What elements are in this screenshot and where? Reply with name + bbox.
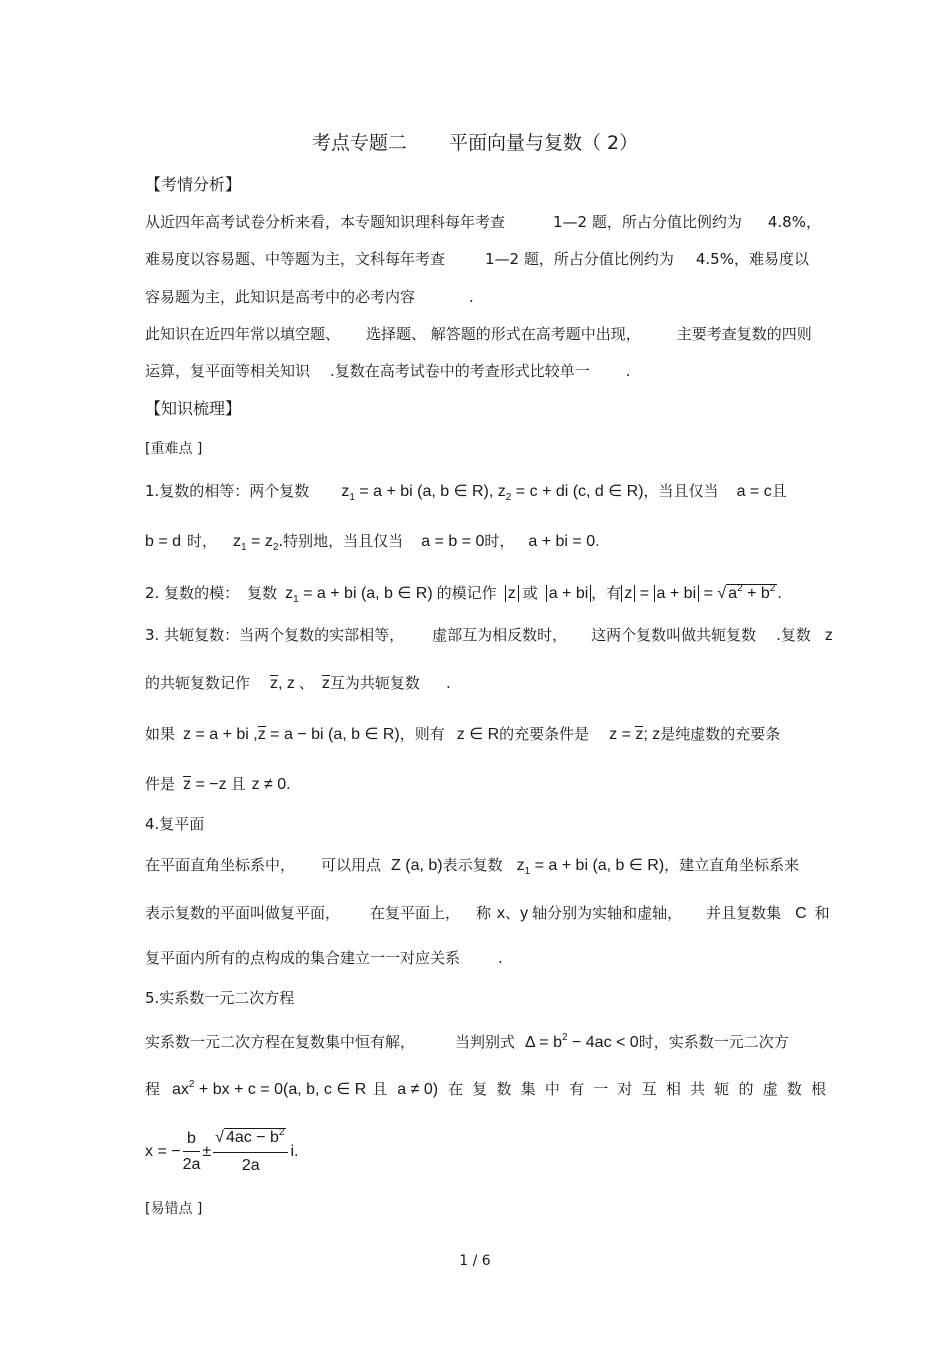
formula: a ≠ 0) bbox=[397, 1081, 439, 1098]
text: 运算，复平面等相关知识 bbox=[145, 362, 311, 380]
text: 件是 bbox=[145, 775, 176, 793]
z-bar: z bbox=[183, 776, 192, 793]
var: Δ = b bbox=[525, 1034, 562, 1051]
text: 这两个复数叫做共轭复数 bbox=[591, 626, 757, 644]
formula: a = b = 0 bbox=[421, 533, 485, 550]
subscript: 2 bbox=[505, 492, 512, 503]
text: . bbox=[625, 362, 631, 380]
text: 容易题为主，此知识是高考中的必考内容 bbox=[145, 288, 416, 306]
formula: = −z bbox=[191, 776, 227, 793]
error-points-label: [易错点 ] bbox=[145, 1201, 203, 1217]
var: = a + bi (a, b ∈ R), z bbox=[354, 483, 506, 500]
quadratic-roots-formula bbox=[145, 1128, 298, 1176]
z-bar: z bbox=[257, 726, 266, 743]
formula bbox=[172, 1081, 366, 1098]
text: .复数 bbox=[776, 626, 811, 644]
z-bar: z bbox=[321, 675, 330, 692]
formula: a = c bbox=[736, 483, 772, 500]
analysis-paragraph2-line1 bbox=[145, 325, 812, 343]
text: 时， bbox=[187, 532, 218, 550]
superscript: 2 bbox=[737, 583, 743, 594]
text: 互为共轭复数 bbox=[329, 674, 420, 692]
denominator: 2a bbox=[182, 1156, 201, 1173]
var: z bbox=[341, 483, 350, 500]
formula bbox=[285, 585, 433, 605]
abs-z: z bbox=[505, 585, 519, 602]
analysis-paragraph1-line1 bbox=[145, 213, 821, 231]
text: 在复平面上， bbox=[370, 904, 461, 922]
text: 是纯虚数的充要条 bbox=[660, 725, 781, 743]
text: 在复数集中有一对互相共轭的虚数根 bbox=[448, 1080, 836, 1098]
text: 并且复数集 bbox=[706, 904, 782, 922]
formula: z ∈ R bbox=[456, 726, 500, 743]
formula: C bbox=[795, 905, 807, 922]
formula: Z (a, b) bbox=[391, 857, 443, 874]
title-subject: 平面向量与复数（ 2） bbox=[448, 132, 639, 154]
text: ，有 bbox=[591, 584, 622, 602]
formula bbox=[341, 483, 644, 503]
text: 且 bbox=[372, 1080, 388, 1098]
var: z bbox=[233, 533, 242, 550]
page-title bbox=[0, 128, 950, 155]
formula: x = − bbox=[145, 1143, 181, 1160]
formula bbox=[516, 857, 665, 877]
complex-plane-heading: 4.复平面 bbox=[145, 815, 205, 833]
analysis-paragraph1-line3 bbox=[145, 288, 474, 306]
subscript: 1 bbox=[349, 492, 355, 503]
abs-a-bi: a + bi bbox=[654, 585, 700, 602]
text: . bbox=[445, 674, 451, 692]
text: 当判别式 bbox=[455, 1033, 516, 1051]
formula: z = a + bi , bbox=[183, 726, 258, 743]
text: 时， bbox=[484, 532, 515, 550]
complex-plane-line1 bbox=[145, 856, 799, 877]
sqrt-sign: = √ bbox=[699, 585, 727, 602]
text: 表示复数 bbox=[442, 856, 503, 874]
superscript: 2 bbox=[769, 583, 776, 594]
text: 2. 复数的模： bbox=[145, 584, 240, 602]
var: 4ac − b bbox=[225, 1129, 279, 1146]
text: 复平面内所有的点构成的集合建立一一对应关系 bbox=[145, 949, 461, 967]
modulus-line bbox=[145, 584, 782, 605]
quadratic-line2 bbox=[145, 1080, 835, 1101]
sqrt-body bbox=[726, 584, 777, 602]
equality-line2 bbox=[145, 532, 600, 553]
text: 从近四年高考试卷分析来看，本专题知识理科每年考查 bbox=[145, 213, 506, 231]
text: 复数 bbox=[247, 584, 278, 602]
text: 且 bbox=[230, 775, 246, 793]
subscript: 1 bbox=[524, 866, 531, 877]
equals: = bbox=[635, 585, 654, 602]
text: 、 bbox=[298, 674, 314, 692]
complex-plane-line2 bbox=[145, 904, 830, 923]
text: 在平面直角坐标系中， bbox=[145, 856, 296, 874]
formula: ; z bbox=[643, 726, 661, 743]
text: 和 bbox=[814, 904, 830, 922]
denominator: 2a bbox=[241, 1157, 260, 1174]
text: 且 bbox=[771, 482, 787, 500]
quadratic-line1 bbox=[145, 1033, 789, 1054]
formula: z bbox=[824, 627, 833, 644]
conjugate-line2 bbox=[145, 674, 451, 693]
subscript: 2 bbox=[272, 542, 279, 553]
text: 1—2 题，所占分值比例约为 bbox=[485, 250, 674, 268]
var: z bbox=[516, 857, 525, 874]
text: 主要考查复数的四则 bbox=[676, 325, 812, 343]
text: . bbox=[469, 288, 474, 306]
superscript: 2 bbox=[561, 1032, 568, 1043]
text: 1—2 题，所占分值比例约为 bbox=[553, 213, 742, 231]
text: .复数在高考试卷中的考查形式比较单一 bbox=[330, 362, 590, 380]
text: 1.复数的相等：两个复数 bbox=[145, 482, 310, 500]
subscript: 1 bbox=[293, 594, 299, 605]
text: 如果 bbox=[145, 725, 176, 743]
z-bar: z bbox=[270, 675, 279, 692]
text: 实系数一元二次方程在复数集中恒有解， bbox=[145, 1033, 416, 1051]
abs-a-bi: a + bi bbox=[546, 585, 592, 602]
superscript: 2 bbox=[188, 1079, 195, 1090]
text: 的共轭复数记作 bbox=[145, 674, 251, 692]
fraction-b-over-2a bbox=[183, 1129, 201, 1175]
text: 3. 共轭复数：当两个复数的实部相等， bbox=[145, 626, 405, 644]
var: − 4ac < 0 bbox=[567, 1034, 639, 1051]
formula: z ≠ 0. bbox=[251, 776, 291, 793]
text: 的充要条件是 bbox=[499, 725, 590, 743]
text: 时，实系数一元二次方 bbox=[638, 1033, 789, 1051]
conjugate-line3 bbox=[145, 725, 780, 744]
var: = a + bi (a, b ∈ R) bbox=[298, 585, 433, 602]
text: 选择题、 解答题的形式在高考题中出现， bbox=[366, 325, 641, 343]
text: 虚部互为相反数时， bbox=[432, 626, 568, 644]
text: ，则有 bbox=[399, 725, 445, 743]
formula: = a − bi (a, b ∈ R) bbox=[265, 726, 400, 743]
numerator bbox=[213, 1128, 288, 1153]
subscript: 1 bbox=[241, 542, 247, 553]
period: . bbox=[777, 585, 782, 602]
formula bbox=[233, 533, 279, 553]
var: = a + bi (a, b ∈ R) bbox=[530, 857, 665, 874]
title-topic: 考点专题二 bbox=[311, 132, 407, 154]
superscript: 2 bbox=[278, 1127, 285, 1138]
analysis-paragraph2-line2 bbox=[145, 362, 631, 380]
text: 表示复数的平面叫做复平面， bbox=[145, 904, 341, 922]
conjugate-line1 bbox=[145, 626, 833, 645]
text: 4.5%，难易度以 bbox=[695, 250, 809, 268]
sqrt-body bbox=[224, 1128, 287, 1146]
plus-minus: ± bbox=[202, 1143, 212, 1160]
formula: b = d bbox=[145, 533, 182, 550]
var: ax bbox=[172, 1081, 189, 1098]
page-number: 1 / 6 bbox=[459, 1253, 491, 1269]
var: z bbox=[285, 585, 294, 602]
analysis-paragraph1-line2 bbox=[145, 250, 809, 268]
abs-z: z bbox=[621, 585, 635, 602]
var: = z bbox=[246, 533, 273, 550]
fraction-sqrt-over-2a bbox=[213, 1128, 288, 1176]
var: a bbox=[728, 585, 738, 602]
sqrt-sign: √ bbox=[215, 1129, 224, 1146]
text: 的模记作 bbox=[436, 584, 497, 602]
formula: y bbox=[520, 905, 529, 922]
text: 称 bbox=[476, 904, 492, 922]
text: 可以用点 bbox=[321, 856, 382, 874]
text: 、 bbox=[505, 904, 521, 922]
section-heading-knowledge: 【知识梳理】 bbox=[145, 399, 242, 418]
complex-plane-line3 bbox=[145, 949, 503, 967]
text: ，当且仅当 bbox=[643, 482, 719, 500]
equality-line1 bbox=[145, 482, 787, 503]
text: . bbox=[498, 949, 503, 967]
formula: z = bbox=[609, 726, 636, 743]
text: .特别地，当且仅当 bbox=[278, 532, 404, 550]
text: 此知识在近四年常以填空题、 bbox=[145, 325, 341, 343]
text: 难易度以容易题、中等题为主，文科每年考查 bbox=[145, 250, 446, 268]
quadratic-heading: 5.实系数一元二次方程 bbox=[145, 989, 295, 1007]
formula bbox=[525, 1034, 639, 1051]
z-bar: z bbox=[635, 726, 644, 743]
var: = c + di (c, d ∈ R) bbox=[511, 483, 644, 500]
text: ，建立直角坐标系来 bbox=[664, 856, 800, 874]
var: + b bbox=[742, 585, 770, 602]
conjugate-line4 bbox=[145, 775, 291, 794]
numerator: b bbox=[183, 1129, 201, 1152]
text: 轴分别为实轴和虚轴， bbox=[532, 904, 683, 922]
text: 或 bbox=[522, 584, 538, 602]
var: + bx + c = 0(a, b, c ∈ R bbox=[194, 1081, 367, 1098]
section-heading-analysis: 【考情分析】 bbox=[145, 175, 242, 194]
formula: , z bbox=[278, 675, 295, 692]
formula: x bbox=[497, 905, 506, 922]
formula: a + bi = 0. bbox=[528, 533, 600, 550]
key-points-label: [重难点 ] bbox=[145, 441, 203, 457]
text: 程 bbox=[145, 1080, 161, 1098]
formula: i. bbox=[290, 1143, 299, 1160]
text: 4.8%， bbox=[767, 213, 821, 231]
